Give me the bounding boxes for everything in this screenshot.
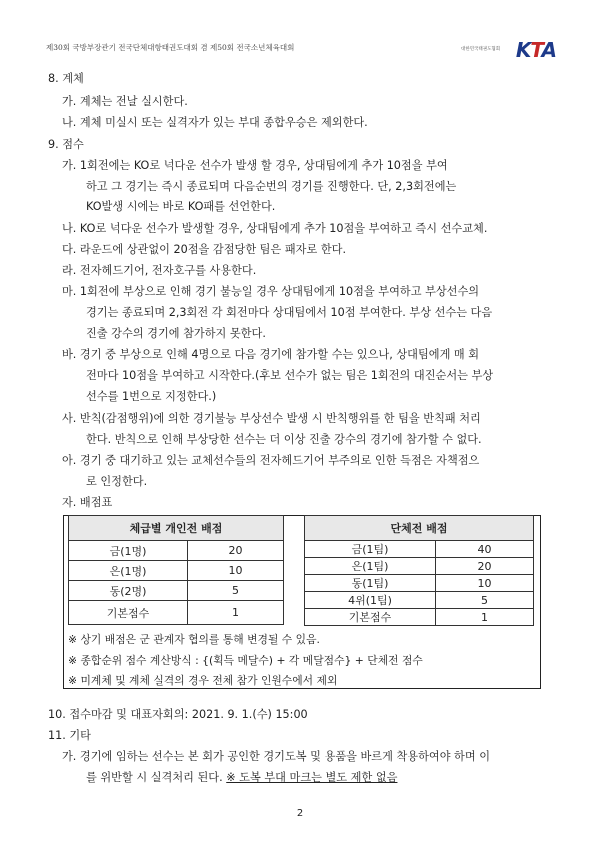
section-10-heading: 10. 접수마감 및 대표자회의: 2021. 9. 1.(수) 15:00 <box>48 708 308 721</box>
logo-small-text: 대한민국태권도협회 <box>461 47 501 52</box>
individual-score-table <box>68 515 284 625</box>
team-rank-cell: 은(1팀) <box>305 558 436 575</box>
section-9-item-sa-1: 사. 반칙(감점행위)에 의한 경기불능 부상선수 발생 시 반칙행위를 한 팀을 반칙패 처리 <box>62 412 481 425</box>
section-8-heading: 8. 계체 <box>48 72 84 85</box>
section-9-item-ja: 자. 배점표 <box>62 496 113 509</box>
section-9-item-ma-1: 마. 1회전에 부상으로 인해 경기 불능일 경우 상대팀에게 10점을 부여하고 부상선수의 <box>62 285 480 298</box>
section-9-item-ra: 라. 전자헤드기어, 전자호구를 사용한다. <box>62 264 257 277</box>
table-note-2: ※ 종합순위 점수 계산방식 : {(획득 메달수) + 각 메달점수} + 단체전 점수 <box>68 654 423 667</box>
section-11-heading: 11. 기타 <box>48 729 91 742</box>
team-points-cell: 5 <box>436 592 534 609</box>
section-11-item-ga-1: 가. 경기에 임하는 선수는 본 회가 공인한 경기도복 및 용품을 바르게 착용하여야 하며 이 <box>62 750 491 763</box>
section-8-item-na: 나. 계체 미실시 또는 실격자가 있는 부대 종합우승은 제외한다. <box>62 116 368 129</box>
individual-points-cell: 10 <box>188 561 284 581</box>
section-11-item-ga-2 <box>86 769 397 785</box>
uniform-mark-note: ※ 도복 부대 마크는 별도 제한 없음 <box>226 771 398 784</box>
section-9-item-da: 다. 라운드에 상관없이 20점을 감점당한 팀은 패자로 한다. <box>62 243 346 256</box>
individual-points-cell: 5 <box>188 581 284 601</box>
table-note-1: ※ 상기 배점은 군 관계자 협의를 통해 변경될 수 있음. <box>68 633 320 646</box>
page-number: 2 <box>296 808 304 819</box>
section-9-item-sa-2: 한다. 반칙으로 인해 부상당한 선수는 더 이상 진출 강수의 경기에 참가할 수 없다. <box>86 433 482 446</box>
section-9-item-ba-1: 바. 경기 중 부상으로 인해 4명으로 다음 경기에 참가할 수는 있으나, 상대팀에게 매 회 <box>62 348 480 361</box>
section-9-item-na: 나. KO로 넉다운 선수가 발생할 경우, 상대팀에게 추가 10점을 부여하고 즉시 선수교체. <box>62 222 488 235</box>
logo-mark: KTA <box>515 38 556 62</box>
individual-rank-cell: 은(1명) <box>69 561 188 581</box>
section-9-item-ga-3: KO발생 시에는 바로 KO패를 선언한다. <box>86 200 276 213</box>
section-9-item-ga-2: 하고 그 경기는 즉시 종료되며 다음순번의 경기를 진행한다. 단, 2,3회전에는 <box>86 180 457 193</box>
section-8-item-ga: 가. 계체는 전날 실시한다. <box>62 95 188 108</box>
team-score-table <box>304 515 534 626</box>
section-9-item-a-1: 아. 경기 중 대기하고 있는 교체선수들의 전자헤드기어 부주의로 인한 득점은 자책점으 <box>62 454 480 467</box>
team-rank-cell: 기본점수 <box>305 609 436 626</box>
team-points-cell: 1 <box>436 609 534 626</box>
individual-table-header: 체급별 개인전 배점 <box>69 516 284 541</box>
team-points-cell: 20 <box>436 558 534 575</box>
individual-rank-cell: 금(1명) <box>69 541 188 561</box>
team-points-cell: 10 <box>436 575 534 592</box>
table-note-3: ※ 미계체 및 계체 실격의 경우 전체 참가 인원수에서 제외 <box>68 674 338 687</box>
individual-rank-cell: 동(2명) <box>69 581 188 601</box>
team-rank-cell: 동(1팀) <box>305 575 436 592</box>
team-rank-cell: 금(1팀) <box>305 541 436 558</box>
section-9-item-a-2: 로 인정한다. <box>86 475 148 488</box>
section-9-item-ba-2: 전마다 10점을 부여하고 시작한다.(후보 선수가 없는 팀은 1회전의 대진순서는 부상 <box>86 369 494 382</box>
section-9-item-ma-2: 경기는 종료되며 2,3회전 각 회전마다 상대팀에서 10점 부여한다. 부상 선수는 다음 <box>86 306 493 319</box>
team-table-header: 단체전 배점 <box>305 516 534 541</box>
section-9-heading: 9. 점수 <box>48 138 84 151</box>
team-points-cell: 40 <box>436 541 534 558</box>
header-title: 제30회 국방부장관기 전국단체대항태권도대회 겸 제50회 전국소년체육대회 <box>46 43 295 52</box>
team-rank-cell: 4위(1팀) <box>305 592 436 609</box>
section-9-item-ma-3: 진출 강수의 경기에 참가하지 못한다. <box>86 327 266 340</box>
section-11-item-ga-2-text: 를 위반할 시 실격처리 된다. <box>86 771 223 784</box>
individual-points-cell: 1 <box>188 601 284 625</box>
section-9-item-ga-1: 가. 1회전에는 KO로 넉다운 선수가 발생 할 경우, 상대팀에게 추가 10점을 부여 <box>62 159 448 172</box>
section-9-item-ba-3: 선수를 1번으로 지정한다.) <box>86 390 217 403</box>
individual-rank-cell: 기본점수 <box>69 601 188 625</box>
individual-points-cell: 20 <box>188 541 284 561</box>
